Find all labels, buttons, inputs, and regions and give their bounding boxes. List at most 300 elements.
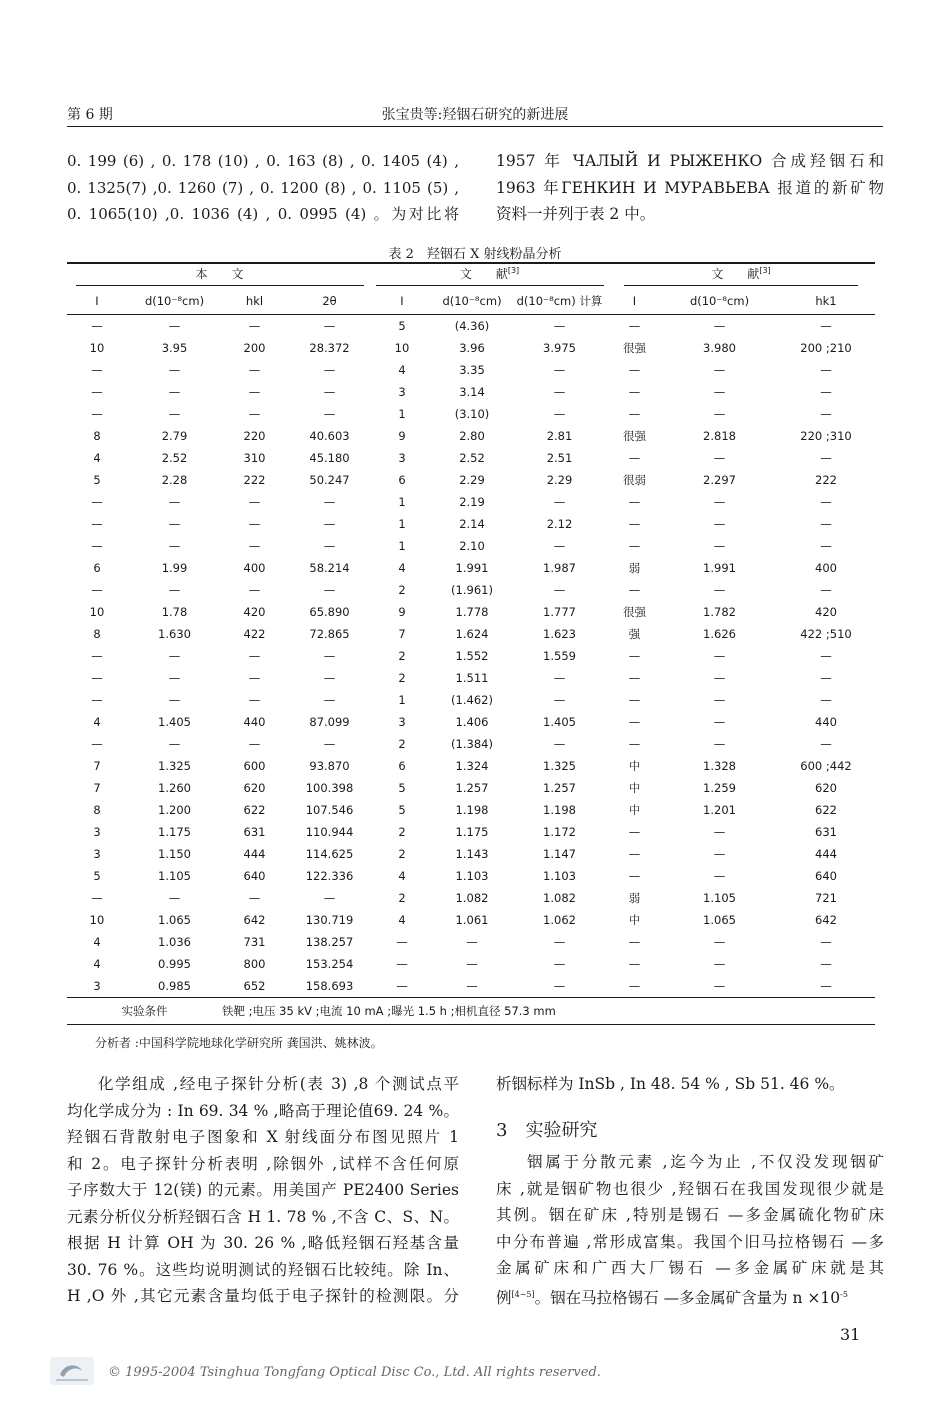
table-cell: —: [628, 714, 641, 729]
ref-mark: [4~5]: [511, 1289, 535, 1299]
column-header: I: [632, 293, 637, 308]
table-cell: —: [628, 494, 641, 509]
table-cell: 2: [398, 890, 406, 905]
table-cell: —: [168, 362, 181, 377]
table-cell: 440: [243, 714, 266, 729]
table-cell: 1.147: [543, 846, 576, 861]
table-cell: 158.693: [305, 978, 354, 993]
table-cell: —: [553, 736, 566, 751]
table-cell: 7: [93, 780, 101, 795]
table-row: [67, 689, 875, 711]
table-cell: —: [248, 384, 261, 399]
table-cell: 3: [398, 450, 406, 465]
table-cell: —: [628, 362, 641, 377]
table-cell: 1.198: [543, 802, 576, 817]
table-row: [67, 601, 875, 623]
table-cell: 0.985: [158, 978, 191, 993]
table-cell: —: [91, 318, 103, 333]
table-cell: 弱: [628, 890, 641, 905]
table-cell: 3: [398, 714, 406, 729]
table-row: [67, 865, 875, 887]
table-cell: 1.198: [455, 802, 489, 817]
table-cell: —: [323, 648, 336, 663]
table-cell: —: [628, 846, 641, 861]
table-cell: 5: [398, 780, 406, 795]
table-cell: 2.81: [546, 428, 573, 443]
table-body: [67, 314, 875, 997]
table-row: [67, 755, 875, 777]
table-cell: 6: [398, 758, 406, 773]
table-cell: —: [820, 582, 832, 597]
table-cell: 10: [89, 912, 105, 927]
journal-issue: 第 6 期: [67, 107, 113, 123]
table-cell: 200 ;210: [800, 340, 852, 355]
body-left-paragraph: [67, 1071, 459, 1310]
table-cell: 1.987: [543, 560, 576, 575]
table-cell: 中: [628, 780, 641, 795]
table-cell: —: [168, 318, 181, 333]
table-cell: —: [248, 736, 261, 751]
table-cell: 3.14: [459, 384, 485, 399]
table-cell: 600 ;442: [800, 758, 852, 773]
table-cell: —: [91, 362, 103, 377]
table-cell: 10: [89, 340, 105, 355]
table-cell: —: [168, 384, 181, 399]
table-cell: (1.961): [451, 582, 493, 597]
table-cell: —: [553, 956, 566, 971]
table-cell: —: [628, 736, 641, 751]
text-fragment: 。铟在马拉格锡石 —多金属矿含量为 n ×10: [534, 1288, 841, 1307]
table-cell: 9: [398, 428, 406, 443]
table-cell: —: [713, 670, 726, 685]
table-cell: —: [323, 516, 336, 531]
table-cell: —: [323, 538, 336, 553]
table-cell: 1: [398, 494, 406, 509]
text-line: 羟铟石背散射电子图象和 X 射线面分布图见照片 1: [67, 1128, 459, 1146]
table-cell: 1.257: [543, 780, 576, 795]
table-cell: 1: [398, 516, 406, 531]
header-rule: [67, 126, 883, 127]
table-cell: —: [553, 406, 566, 421]
table-cell: 1.325: [543, 758, 576, 773]
table-row: [67, 711, 875, 733]
table-cell: 1.103: [455, 868, 489, 883]
table-cell: 很强: [623, 604, 646, 619]
table-cell: 1.065: [158, 912, 191, 927]
table-cell: —: [820, 934, 832, 949]
table-cell: —: [820, 670, 832, 685]
table-cell: 1.175: [455, 824, 489, 839]
table-cell: 444: [243, 846, 266, 861]
table-cell: 620: [243, 780, 266, 795]
table-cell: 1.175: [158, 824, 191, 839]
table-cell: —: [820, 516, 832, 531]
text-line: 化学组成 ,经电子探针分析(表 3) ,8 个测试点平: [98, 1075, 459, 1093]
column-header: d(10⁻⁸cm): [689, 293, 750, 308]
table-cell: 1: [398, 538, 406, 553]
table-cell: 1.082: [455, 890, 489, 905]
table-cell: 2.51: [546, 450, 573, 465]
table-cell: 153.254: [305, 956, 354, 971]
table-cell: 220: [243, 428, 266, 443]
table-row: [67, 975, 875, 998]
table-row: [67, 887, 875, 909]
table-cell: 444: [815, 846, 837, 861]
table-cell: —: [628, 582, 641, 597]
table-cell: 2.79: [161, 428, 188, 443]
table-cell: 45.180: [309, 450, 350, 465]
table-cell: —: [713, 934, 726, 949]
table-row: [67, 314, 875, 337]
table-cell: —: [628, 406, 641, 421]
table-cell: —: [168, 406, 181, 421]
text-line: 子序数大于 12(镁) 的元素。用美国产 PE2400 Series: [67, 1181, 459, 1199]
table-cell: 1.172: [543, 824, 576, 839]
text-line: 中分布普遍 ,常形成富集。我国个旧马拉格锡石 —多: [496, 1232, 884, 1251]
table-cell: —: [91, 406, 103, 421]
table-cell: 642: [243, 912, 266, 927]
table-cell: 1.559: [543, 648, 576, 663]
table-cell: 强: [628, 626, 641, 641]
table-cell: 3.95: [161, 340, 188, 355]
table-cell: —: [628, 318, 641, 333]
table-cell: 4: [398, 560, 406, 575]
table-cell: —: [248, 692, 261, 707]
table-cell: —: [466, 956, 478, 971]
table-cell: —: [248, 582, 261, 597]
table-cell: —: [168, 538, 181, 553]
table-cell: 1.328: [703, 758, 736, 773]
table-cell: 222: [815, 472, 837, 487]
table-cell: —: [91, 692, 103, 707]
text-line: 床 ,就是铟矿物也很少 ,羟铟石在我国发现很少就是: [496, 1179, 884, 1198]
table-row: [67, 403, 875, 425]
table-cell: 87.099: [309, 714, 350, 729]
table-cell: —: [323, 736, 336, 751]
table-cell: 1.552: [455, 648, 489, 663]
table-cell: —: [323, 890, 336, 905]
table-cell: —: [713, 824, 726, 839]
table-cell: —: [820, 692, 832, 707]
conditions-row: [67, 997, 875, 1024]
table-cell: —: [628, 538, 641, 553]
table-cell: 3.35: [459, 362, 485, 377]
table-cell: 110.944: [305, 824, 354, 839]
table-cell: 622: [243, 802, 266, 817]
analyst-note: 分析者 :中国科学院地球化学研究所 龚国洪、姚林波。: [95, 1036, 383, 1050]
table-cell: 107.546: [305, 802, 354, 817]
text-line: 金属矿床和广西大厂锡石 —多金属矿床就是其: [496, 1259, 884, 1277]
section-heading: 3 实验研究: [496, 1120, 598, 1141]
table-cell: 4: [93, 714, 101, 729]
table-cell: 28.372: [309, 340, 350, 355]
table-row: [67, 337, 875, 359]
text-line: 其例。铟在矿床 ,特别是锡石 —多金属硫化物矿床: [496, 1206, 884, 1224]
column-header: I: [400, 293, 404, 308]
body-right-top: [496, 1071, 884, 1098]
table-cell: 2.818: [703, 428, 736, 443]
table-cell: 中: [628, 912, 641, 927]
text-line: [496, 1282, 884, 1312]
publisher-logo-icon: [50, 1357, 94, 1385]
table-row: [67, 579, 875, 601]
table-group-header-row: [67, 264, 875, 288]
table-cell: 3.975: [543, 340, 576, 355]
group-header-this-work: 本 文: [67, 264, 372, 288]
table-cell: 731: [243, 934, 266, 949]
column-header: d(10⁻⁸cm): [442, 293, 502, 308]
table-cell: —: [91, 736, 103, 751]
table-cell: (1.462): [451, 692, 493, 707]
table-cell: 1.78: [161, 604, 188, 619]
table-cell: —: [553, 538, 566, 553]
table-cell: 130.719: [305, 912, 354, 927]
top-right-paragraph: [496, 148, 884, 228]
text-line: 铟属于分散元素 ,迄今为止 ,不仅没发现铟矿: [527, 1153, 884, 1171]
table-cell: —: [820, 362, 832, 377]
table-cell: 114.625: [305, 846, 354, 861]
table-row: [67, 623, 875, 645]
table-cell: —: [248, 670, 261, 685]
table-cell: 1.036: [158, 934, 191, 949]
table-cell: 1.065: [703, 912, 736, 927]
table-cell: —: [628, 450, 641, 465]
table-cell: —: [396, 934, 408, 949]
table-cell: 5: [398, 802, 406, 817]
table-cell: —: [553, 362, 566, 377]
table-cell: —: [713, 362, 726, 377]
table-cell: —: [713, 868, 726, 883]
table-cell: —: [168, 692, 181, 707]
table-cell: 4: [93, 956, 101, 971]
table-cell: —: [628, 978, 641, 993]
table-cell: —: [248, 494, 261, 509]
text-line: 根据 H 计算 OH 为 30. 26 % ,略低羟铟石羟基含量: [67, 1234, 459, 1252]
table-cell: —: [553, 494, 566, 509]
table-cell: 1.103: [543, 868, 576, 883]
table-cell: 50.247: [309, 472, 350, 487]
text-line: 1963 年ГЕНКИН И МУРАВЬЕВА 报道的新矿物: [496, 178, 884, 197]
text-line: 0. 1065(10) ,0. 1036 (4) , 0. 0995 (4) 。为对比将: [67, 205, 459, 223]
table-cell: 1.405: [158, 714, 191, 729]
body-right-paragraph: [496, 1149, 884, 1311]
table-cell: 10: [394, 340, 410, 355]
table-cell: 5: [398, 318, 406, 333]
table-cell: 2.80: [459, 428, 485, 443]
table-cell: 3: [93, 978, 101, 993]
table-cell: 2.10: [459, 538, 485, 553]
table-cell: 2.52: [161, 450, 188, 465]
table-cell: 400: [815, 560, 837, 575]
table-cell: 1.623: [543, 626, 576, 641]
table-cell: —: [553, 692, 566, 707]
table-cell: —: [168, 736, 181, 751]
table-cell: —: [553, 318, 566, 333]
table-cell: —: [713, 318, 726, 333]
table-cell: 弱: [628, 560, 641, 575]
table-cell: 1.624: [455, 626, 489, 641]
table-cell: —: [553, 670, 566, 685]
table-cell: —: [168, 494, 181, 509]
column-header: 2θ: [322, 293, 337, 308]
table-row: [67, 953, 875, 975]
table-cell: 8: [93, 428, 101, 443]
table-cell: 2.19: [459, 494, 485, 509]
table-cell: —: [713, 538, 726, 553]
table-cell: 640: [243, 868, 266, 883]
table-cell: 1: [398, 692, 406, 707]
table-cell: 10: [89, 604, 105, 619]
table-cell: 420: [243, 604, 266, 619]
table-cell: —: [91, 890, 103, 905]
table-cell: 1.406: [455, 714, 489, 729]
table-row: [67, 909, 875, 931]
table-cell: 631: [815, 824, 837, 839]
table-cell: 2: [398, 582, 406, 597]
table-cell: 4: [398, 362, 406, 377]
table-cell: 422 ;510: [800, 626, 852, 641]
table-row: [67, 535, 875, 557]
table-row: [67, 513, 875, 535]
table-cell: 642: [815, 912, 837, 927]
table-cell: —: [628, 648, 641, 663]
table-row: [67, 821, 875, 843]
table-cell: 5: [93, 868, 101, 883]
table-cell: 6: [398, 472, 406, 487]
table-cell: 1.061: [455, 912, 489, 927]
table-cell: —: [168, 516, 181, 531]
table-cell: 4: [93, 450, 101, 465]
table-cell: 1.405: [543, 714, 576, 729]
table-cell: —: [820, 494, 832, 509]
table-cell: 800: [243, 956, 266, 971]
table-cell: —: [713, 494, 726, 509]
table-cell: 7: [398, 626, 406, 641]
table-cell: 620: [815, 780, 837, 795]
table-cell: 很强: [623, 428, 646, 443]
table-cell: 200: [243, 340, 266, 355]
table-cell: 652: [243, 978, 266, 993]
table-cell: 3.980: [703, 340, 736, 355]
text-line: 析铟标样为 InSb , In 48. 54 % , Sb 51. 46 %。: [496, 1075, 845, 1093]
table-cell: —: [323, 406, 336, 421]
table-cell: 1.511: [455, 670, 489, 685]
table-cell: —: [628, 670, 641, 685]
table-cell: —: [820, 538, 832, 553]
xrd-table: [67, 264, 875, 1025]
table-cell: —: [248, 890, 261, 905]
table-cell: —: [820, 648, 832, 663]
table-cell: 222: [243, 472, 266, 487]
table-cell: 2: [398, 648, 406, 663]
table-cell: —: [553, 582, 566, 597]
table-cell: 220 ;310: [800, 428, 852, 443]
table-cell: —: [248, 516, 261, 531]
table-row: [67, 777, 875, 799]
table-cell: 622: [815, 802, 837, 817]
group-header-ref-a: 文 献[3]: [372, 264, 607, 288]
table-cell: —: [628, 868, 641, 883]
table-cell: —: [248, 318, 261, 333]
table-cell: 很强: [623, 340, 646, 355]
text-line: 1957 年 ЧАЛЫЙ И РЫЖЕНКО 合成羟铟石和: [496, 152, 884, 170]
table-cell: 1.99: [161, 560, 188, 575]
table-column-header-row: [67, 288, 875, 315]
table-cell: —: [713, 516, 726, 531]
table-cell: —: [713, 406, 726, 421]
table-cell: 3: [93, 824, 101, 839]
table-cell: —: [713, 956, 726, 971]
table-row: [67, 425, 875, 447]
table-cell: 1.082: [543, 890, 576, 905]
table-cell: —: [628, 956, 641, 971]
table-cell: 2.12: [546, 516, 573, 531]
table-cell: —: [713, 846, 726, 861]
table-cell: 5: [93, 472, 101, 487]
table-cell: 1.991: [455, 560, 489, 575]
text-line: 元素分析仪分析羟铟石含 H 1. 78 % ,不含 C、S、N。: [67, 1207, 459, 1226]
page-number: 31: [840, 1325, 861, 1344]
table-cell: —: [248, 648, 261, 663]
table-row: [67, 381, 875, 403]
table-cell: 65.890: [309, 604, 350, 619]
table-cell: —: [248, 362, 261, 377]
table-cell: —: [820, 318, 832, 333]
table-cell: 4: [93, 934, 101, 949]
table-cell: (3.10): [454, 406, 490, 421]
table-cell: 600: [243, 758, 266, 773]
table-cell: 138.257: [305, 934, 354, 949]
table-row: [67, 447, 875, 469]
table-cell: —: [323, 362, 336, 377]
table-cell: 1.257: [455, 780, 489, 795]
table-cell: 3.96: [459, 340, 485, 355]
table-cell: —: [713, 384, 726, 399]
table-cell: 93.870: [309, 758, 350, 773]
table-cell: —: [628, 934, 641, 949]
table-cell: 中: [628, 758, 641, 773]
table-cell: —: [820, 450, 832, 465]
table-cell: 310: [243, 450, 266, 465]
table-cell: —: [820, 384, 832, 399]
table-cell: 2: [398, 670, 406, 685]
table-cell: 9: [398, 604, 406, 619]
column-header: d(10⁻⁸cm) 计算: [516, 293, 603, 308]
table-cell: —: [168, 582, 181, 597]
table-cell: —: [396, 956, 408, 971]
table-cell: —: [713, 736, 726, 751]
table-cell: —: [628, 516, 641, 531]
table-cell: —: [248, 406, 261, 421]
table-cell: 7: [93, 758, 101, 773]
table-cell: 中: [628, 802, 641, 817]
table-cell: 631: [243, 824, 266, 839]
table-cell: 420: [815, 604, 837, 619]
table-cell: —: [323, 692, 336, 707]
column-header: hkl: [245, 293, 264, 308]
table-cell: —: [820, 956, 832, 971]
table-cell: 640: [815, 868, 837, 883]
table-row: [67, 667, 875, 689]
table-cell: —: [713, 692, 726, 707]
column-header: d(10⁻⁸cm): [144, 293, 205, 308]
table-cell: —: [168, 890, 181, 905]
table-cell: —: [713, 714, 726, 729]
text-line: 和 2。电子探针分析表明 ,除铟外 ,试样不含任何原: [67, 1154, 459, 1173]
table-cell: 1.778: [455, 604, 489, 619]
table-cell: —: [713, 582, 726, 597]
table-cell: —: [396, 978, 408, 993]
